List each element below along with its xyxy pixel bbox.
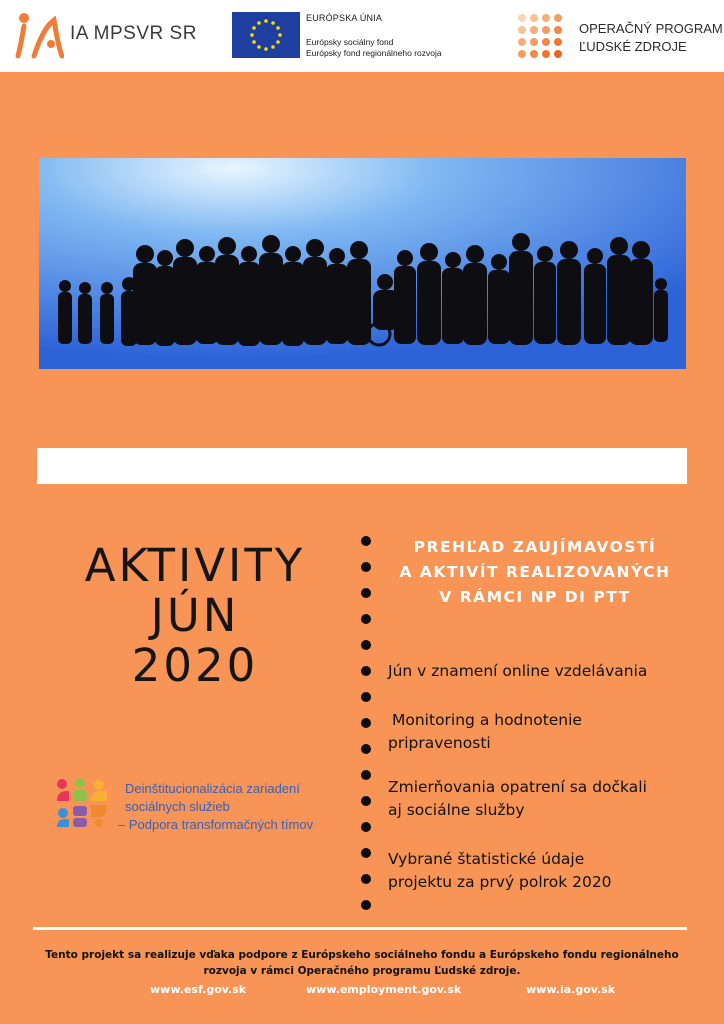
op-logo-line-2: ĽUDSKÉ ZDROJE bbox=[579, 39, 687, 54]
list-item: projektu za prvý polrok 2020 bbox=[388, 873, 612, 891]
op-dots-logo-icon bbox=[516, 13, 566, 59]
ia-logo-text: IA MPSVR SR bbox=[70, 23, 197, 44]
dotted-divider bbox=[358, 535, 374, 915]
list-item: Jún v znamení online vzdelávania bbox=[388, 662, 648, 680]
header-bar bbox=[0, 0, 724, 72]
eu-fund-line-2: Európsky fond regionálneho rozvoja bbox=[306, 48, 442, 58]
list-item: Vybrané štatistické údaje bbox=[388, 850, 585, 868]
footer-text-line-2: rozvoja v rámci Operačného programu Ľudské zdroje. bbox=[203, 965, 521, 977]
list-item: Zmierňovania opatrení sa dočkali bbox=[388, 778, 647, 796]
project-name-line-2: sociálnych služieb bbox=[125, 799, 230, 814]
overview-line-3: V RÁMCI NP DI PTT bbox=[439, 588, 631, 606]
overview-line-2: A AKTIVÍT REALIZOVANÝCH bbox=[399, 563, 671, 581]
op-logo-line-1: OPERAČNÝ PROGRAM bbox=[579, 21, 723, 36]
eu-fund-line-1: Európsky sociálny fond bbox=[306, 37, 394, 47]
project-name-line-3: – Podpora transformačných tímov bbox=[118, 817, 314, 832]
title-line-2: JÚN bbox=[150, 589, 240, 642]
people-silhouettes-image bbox=[39, 158, 686, 369]
footer-divider bbox=[33, 927, 687, 930]
link-employment[interactable]: www.employment.gov.sk bbox=[306, 983, 462, 996]
footer-text-line-1: Tento projekt sa realizuje vďaka podpore z Európskeho sociálneho fondu a Európskeho fondu regionálneho bbox=[45, 949, 679, 961]
ia-logo-icon bbox=[14, 10, 64, 60]
di-logo-icon bbox=[55, 777, 109, 829]
project-name-line-1: Deinštitucionalizácia zariadení bbox=[125, 781, 300, 796]
title-line-3: 2020 bbox=[131, 639, 259, 692]
overview-line-1: PREHĽAD ZAUJÍMAVOSTÍ bbox=[413, 538, 657, 556]
list-item: aj sociálne služby bbox=[388, 801, 525, 819]
list-item: pripravenosti bbox=[388, 734, 491, 752]
white-divider-bar bbox=[37, 448, 687, 484]
link-ia[interactable]: www.ia.gov.sk bbox=[526, 983, 616, 996]
eu-flag-icon bbox=[232, 12, 300, 58]
eu-title: EURÓPSKA ÚNIA bbox=[306, 13, 383, 23]
title-line-1: AKTIVITY bbox=[84, 539, 306, 592]
list-item: Monitoring a hodnotenie bbox=[392, 711, 582, 729]
link-esf[interactable]: www.esf.gov.sk bbox=[150, 983, 247, 996]
